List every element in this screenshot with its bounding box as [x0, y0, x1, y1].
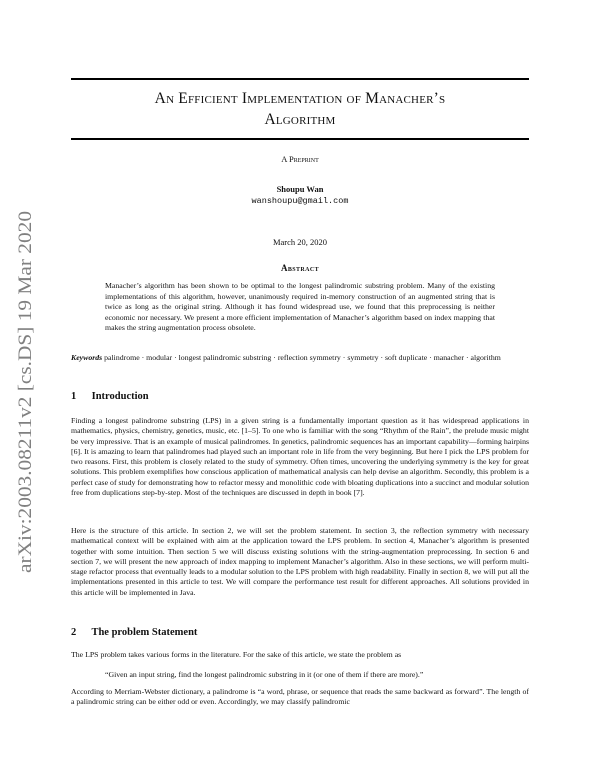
paper-title [71, 88, 529, 130]
section-1-paragraph-1: Finding a longest palindrome substring (LPS) in a given string is a fundamentally important question as it has widespread applications in mathematics, physics, chemistry, genetics, music, etc. [1–5]. To one who is familiar with the song “Rhythm of the Rain”, the prelude music might be very impressive. That is an example of musical palindromes. In genetics, palindromic sequences has an important capability—forming hairpins [6]. It is amazing to learn that palindromes had played such an important role in life from the very beginning. But here I pick the LPS problem for two reasons. First, this problem is closely related to the study of symmetry. Often times, uncovering the underlying symmetry is the key for great solutions. This problem exemplifies how conscious application of mathematical analysis can help devise an algorithm. Secondly, this problem is a perfect case of study for demonstrating how to refactor messy and monolithic code with bloating duplications into a succinct and modular solution free from duplications step-by-step. Most of the techniques are discussed in depth in book [7]. [71, 416, 529, 498]
arxiv-stamp-svg [4, 205, 42, 575]
section-2-title: The problem Statement [91, 627, 198, 638]
title-top-rule [71, 78, 529, 80]
section-1-paragraph-2: Here is the structure of this article. In section 2, we will set the problem statement. In section 3, the reflection symmetry with necessary mathematical context will be explained with aim at the application toward the LPS problem. In section 4, Manacher’s algorithm is presented together with some intuition. Then section 5 we will discuss existing solutions with the string-augmentation preprocessing. In section 6 and section 7, we will present the new approach of index mapping to implement Manacher’s algorithm. Also in these sections, we will perform multi-stage refactor process that eventually leads to a modular solution to the LPS problem with high readability. Finally in section 8, we will put all the implementations presented in this article to test. We will compare the performance test result for different approaches. All solutions provided in this article will be implemented in Java. [71, 526, 529, 597]
author-name: Shoupu Wan [276, 184, 324, 194]
arxiv-side-stamp [4, 205, 42, 575]
title-line-1: An Efficient Implementation of Manacher’s [154, 90, 446, 107]
keywords-text: palindrome · modular · longest palindromic substring · reflection symmetry · symmetry · soft duplicate · manacher · algorithm [104, 353, 501, 362]
paper-date: March 20, 2020 [272, 237, 328, 247]
section-1-title: Introduction [91, 391, 149, 402]
preprint-label: A Preprint [281, 154, 319, 164]
title-line-2: Algorithm [264, 111, 336, 128]
author-email[interactable]: wanshoupu@gmail.com [251, 196, 349, 206]
keywords-label: Keywords [71, 353, 103, 362]
section-2-quote: “Given an input string, find the longest palindromic substring in it (or one of them if there are more).” [105, 670, 424, 679]
section-1-number: 1 [71, 391, 77, 402]
section-1-heading [71, 391, 529, 402]
abstract-text: Manacher’s algorithm has been shown to be optimal to the longest palindromic substring problem. Many of the existing implementations of this algorithm, however, unanimously required in-memory construction of an augmented string that is twice as long as the original string. Although it has found widespread use, we found that this preprocessing is neither economic nor necessary. We present a more efficient implementation of Manacher’s algorithm based on index mapping that makes the string augmentation process obsolete. [105, 281, 495, 332]
keywords [71, 353, 529, 364]
abstract-heading: Abstract [280, 263, 320, 273]
section-2-paragraph-2: According to Merriam-Webster dictionary, a palindrome is “a word, phrase, or sequence that reads the same backward as forward”. The length of a palindromic string can be either odd or even. Accordingly, we may classify palindromic [71, 687, 529, 707]
section-2-paragraph-1: The LPS problem takes various forms in the literature. For the sake of this article, we state the problem as [71, 650, 402, 659]
section-2-number: 2 [71, 627, 77, 638]
arxiv-stamp-text: arXiv:2003.08211v2 [cs.DS] 19 Mar 2020 [16, 259, 36, 573]
title-bottom-rule [71, 138, 529, 140]
section-2-heading [71, 627, 529, 638]
